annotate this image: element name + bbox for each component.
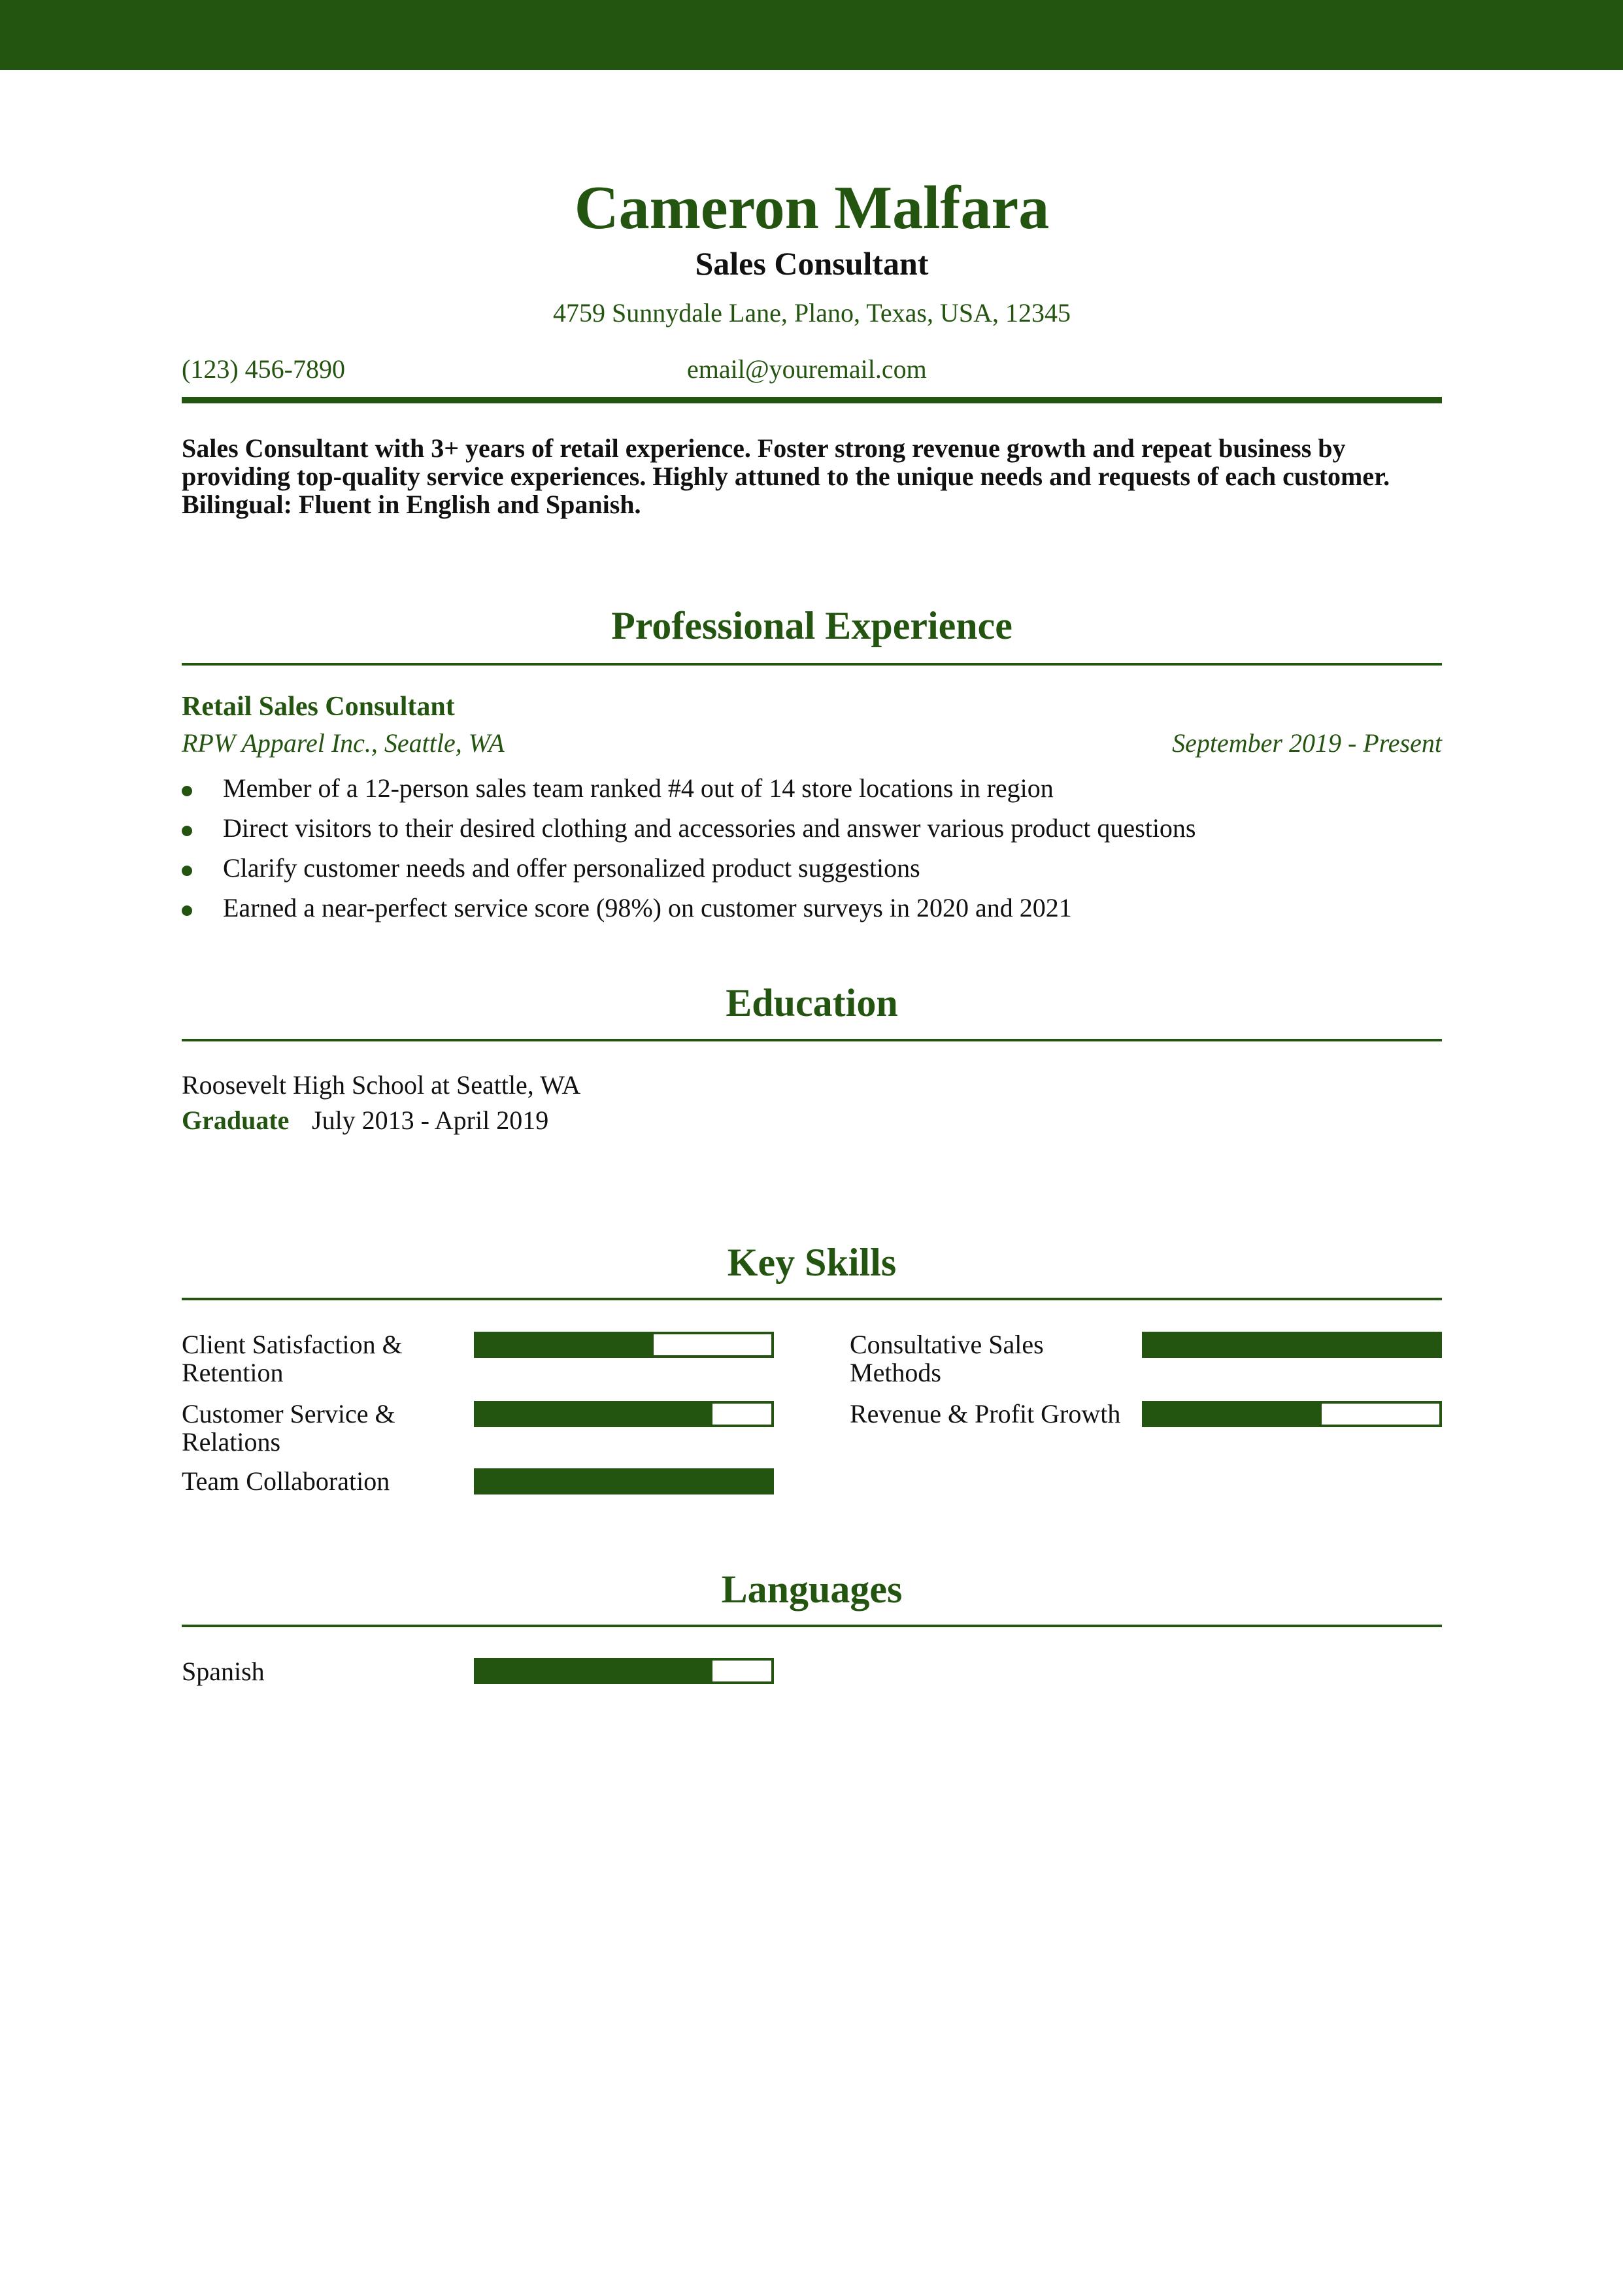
skills-heading: Key Skills <box>727 1241 897 1284</box>
language-level-bar <box>474 1658 774 1684</box>
skill-level-fill <box>1145 1404 1322 1425</box>
skill-level-bar <box>474 1332 774 1358</box>
skill-label: Revenue & Profit Growth <box>850 1399 1121 1428</box>
experience-role: Retail Sales Consultant <box>182 692 455 722</box>
skill-level-fill <box>477 1334 654 1355</box>
skills-divider <box>182 1298 1442 1300</box>
skill-level-fill <box>1145 1334 1439 1355</box>
bullet-icon <box>182 786 192 796</box>
contact-address: 4759 Sunnydale Lane, Plano, Texas, USA, 12345 <box>553 298 1071 328</box>
skill-level-bar <box>1142 1401 1442 1427</box>
skill-label: Customer Service & Relations <box>182 1399 395 1457</box>
education-divider <box>182 1039 1442 1041</box>
experience-bullet <box>182 809 1442 848</box>
education-school: Roosevelt High School at Seattle, WA <box>182 1070 581 1100</box>
experience-heading: Professional Experience <box>611 604 1012 647</box>
experience-bullet <box>182 769 1442 808</box>
education-degree: Graduate <box>182 1106 290 1135</box>
languages-heading: Languages <box>721 1568 903 1611</box>
bullet-text: Direct visitors to their desired clothing and accessories and answer various product questions <box>223 813 1196 843</box>
experience-bullet <box>182 888 1442 928</box>
experience-divider <box>182 663 1442 666</box>
experience-dates: September 2019 - Present <box>1172 728 1442 758</box>
skill-level-bar <box>1142 1332 1442 1358</box>
candidate-name: Cameron Malfara <box>574 174 1050 242</box>
profile-summary: Sales Consultant with 3+ years of retail experience. Foster strong revenue growth and repeat business by providing top-quality service experiences. Highly attuned to the unique needs and requests of each customer. Bilingual: Fluent in English and Spanish. <box>182 433 1390 519</box>
skill-level-bar <box>474 1468 774 1494</box>
education-heading: Education <box>726 981 898 1024</box>
skill-level-fill <box>477 1404 712 1425</box>
resume-page <box>182 0 1442 2296</box>
skill-label: Consultative Sales Methods <box>850 1330 1044 1387</box>
bullet-text: Earned a near-perfect service score (98%) on customer surveys in 2020 and 2021 <box>223 893 1072 922</box>
skill-level-fill <box>477 1471 771 1492</box>
candidate-title: Sales Consultant <box>695 245 929 282</box>
header-divider <box>182 397 1442 403</box>
education-dates: July 2013 - April 2019 <box>312 1106 549 1135</box>
contact-email[interactable]: email@youremail.com <box>687 354 927 384</box>
bullet-text: Member of a 12-person sales team ranked #4 out of 14 store locations in region <box>223 773 1054 803</box>
contact-phone: (123) 456-7890 <box>182 354 345 384</box>
language-level-fill <box>477 1661 712 1681</box>
languages-divider <box>182 1625 1442 1627</box>
language-label: Spanish <box>182 1657 265 1686</box>
bullet-icon <box>182 826 192 836</box>
skill-label: Client Satisfaction & Retention <box>182 1330 403 1387</box>
skill-label: Team Collaboration <box>182 1466 390 1496</box>
bullet-text: Clarify customer needs and offer personalized product suggestions <box>223 853 920 883</box>
skill-level-bar <box>474 1401 774 1427</box>
bullet-icon <box>182 866 192 876</box>
bullet-icon <box>182 905 192 916</box>
experience-company: RPW Apparel Inc., Seattle, WA <box>182 728 505 758</box>
experience-bullet <box>182 849 1442 888</box>
